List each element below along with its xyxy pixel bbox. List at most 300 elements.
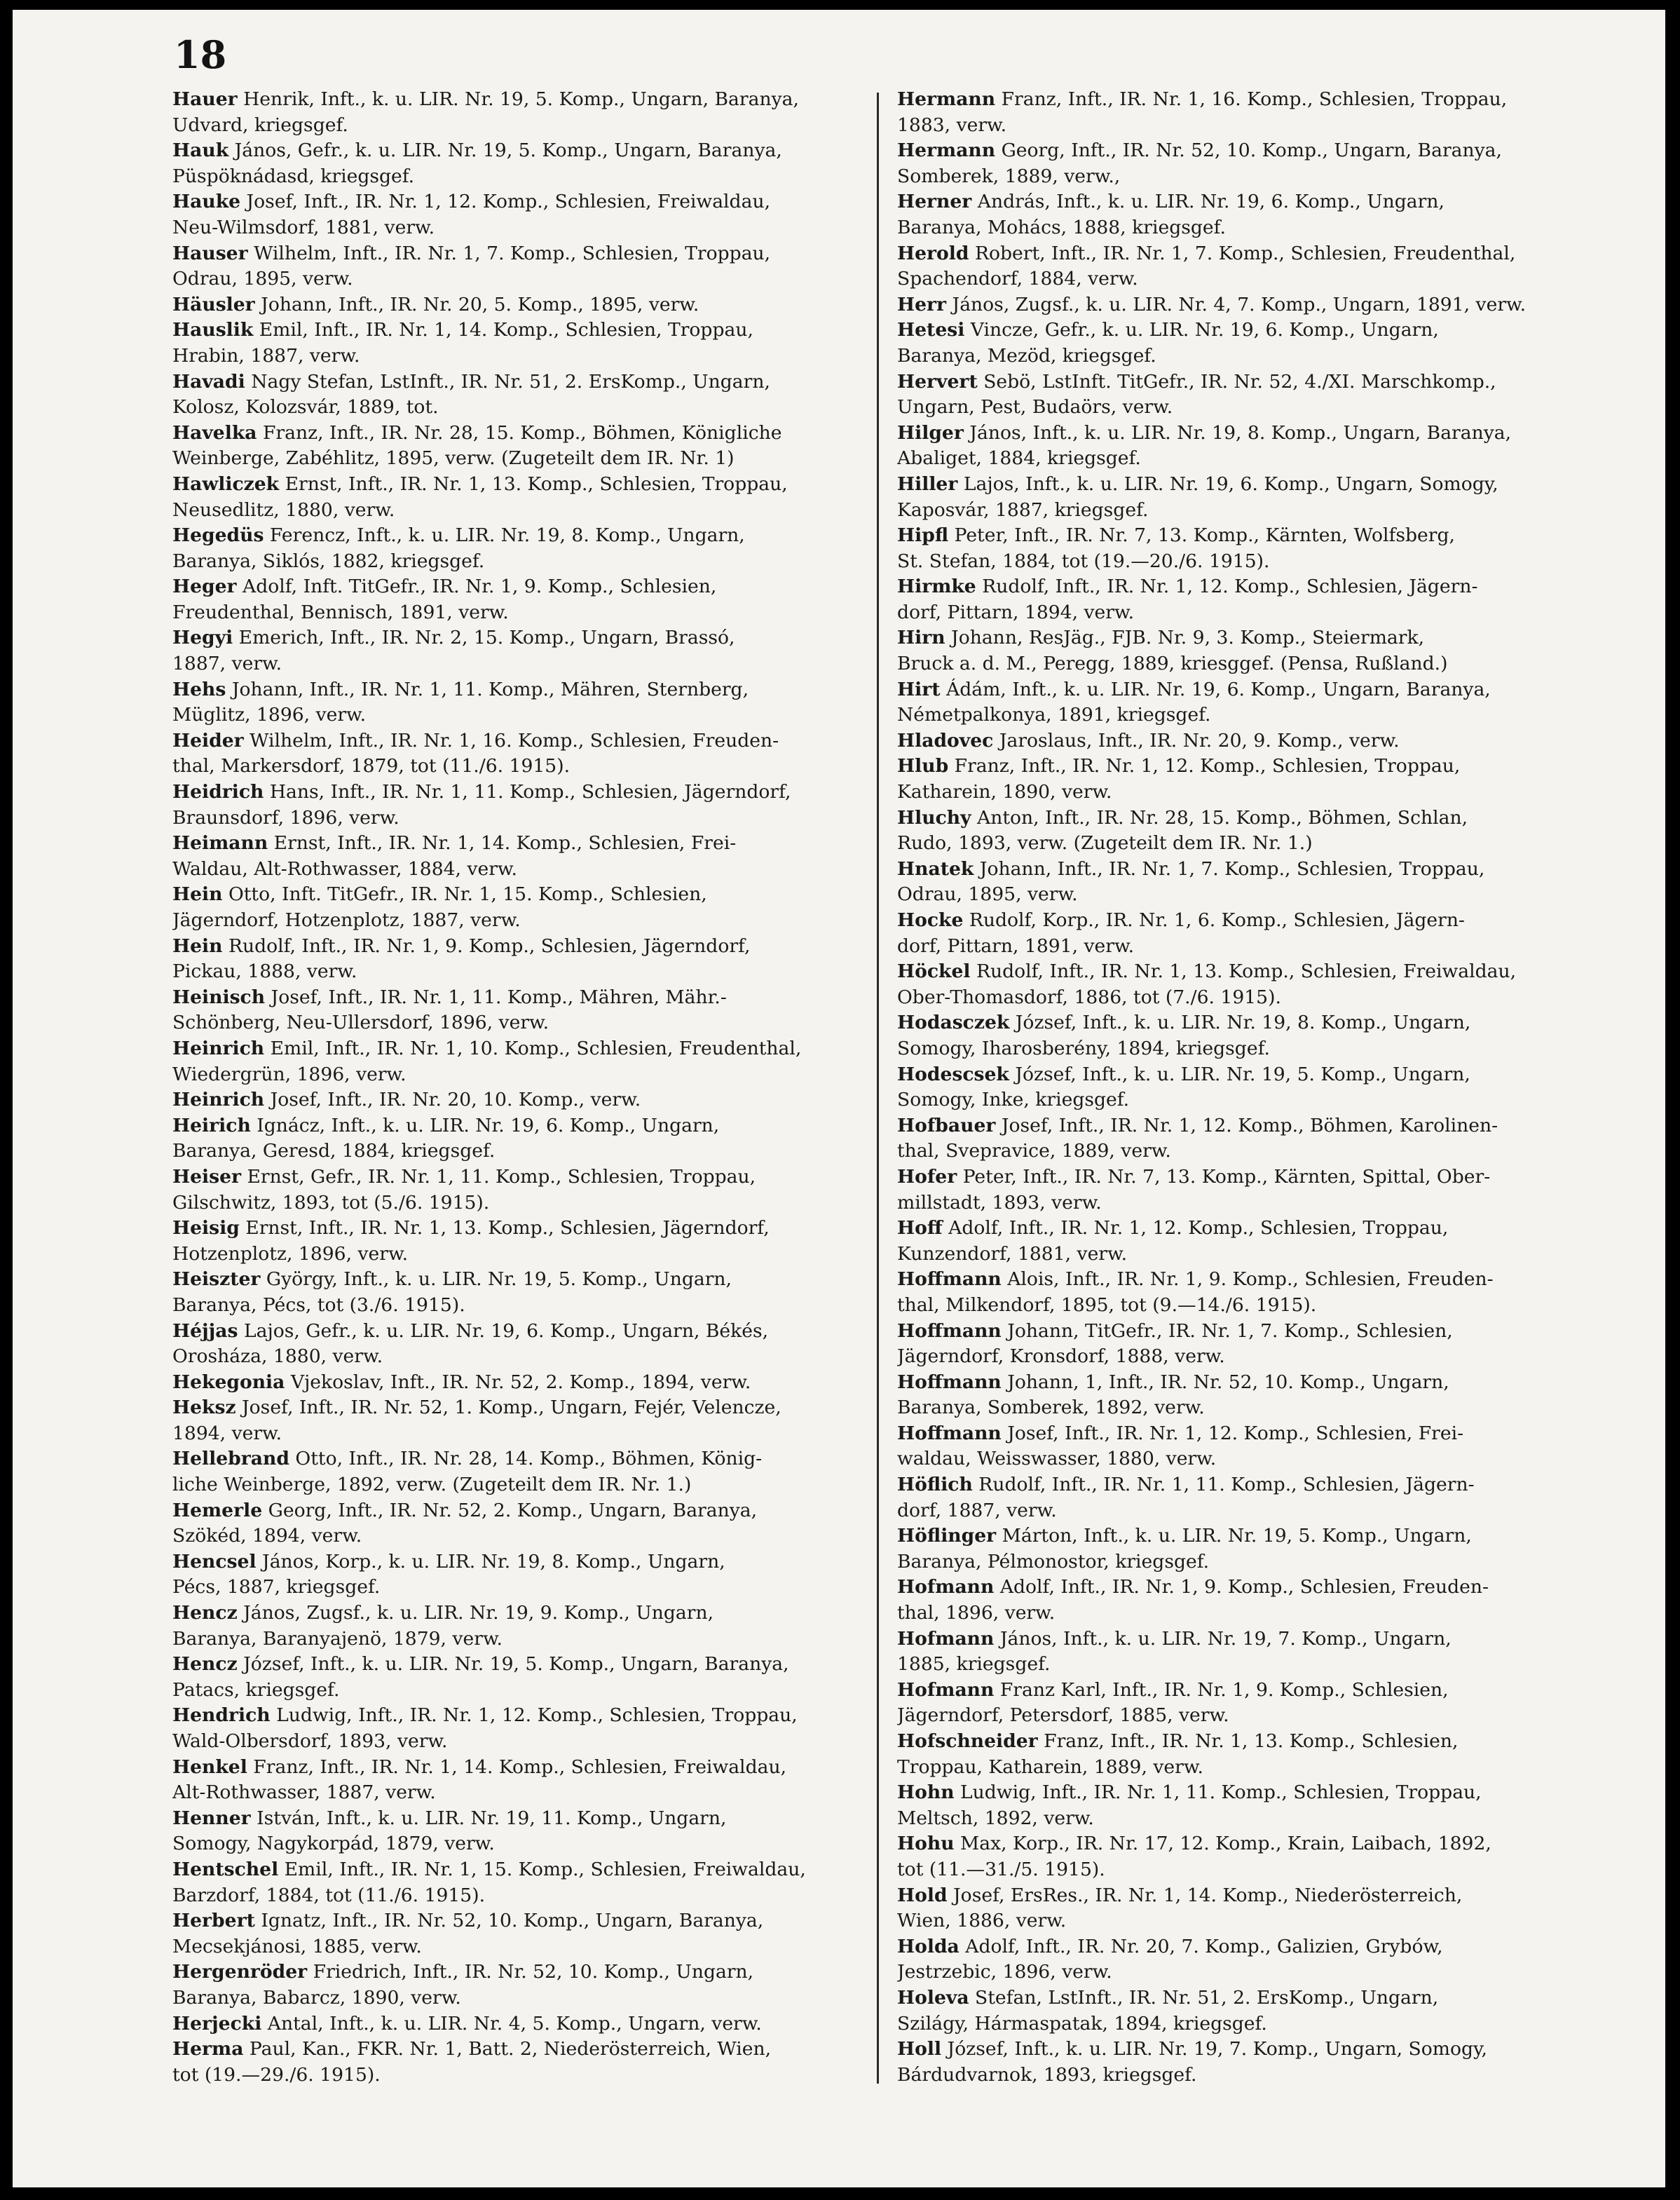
- entry-line: Hein Rudolf, Inft., IR. Nr. 1, 9. Komp., Schlesien, Jägerndorf,: [172, 935, 751, 957]
- entry-line: dorf, Pittarn, 1891, verw.: [897, 935, 1135, 957]
- surname: Heger: [172, 576, 237, 598]
- list-item: [897, 677, 1602, 728]
- entry-line: Jägerndorf, Petersdorf, 1885, verw.: [897, 1704, 1229, 1727]
- entry-line: Katharein, 1890, verw.: [897, 781, 1112, 803]
- list-item: [172, 472, 877, 523]
- list-item: [172, 1395, 877, 1446]
- entry-line: Havelka Franz, Inft., IR. Nr. 28, 15. Komp., Böhmen, Königliche: [172, 421, 782, 444]
- surname: Hehs: [172, 678, 226, 700]
- entry-line: Hold Josef, ErsRes., IR. Nr. 1, 14. Komp., Niederösterreich,: [897, 1884, 1463, 1906]
- surname: Henner: [172, 1807, 251, 1829]
- entry-line: thal, 1896, verw.: [897, 1602, 1056, 1624]
- list-item: [897, 87, 1602, 138]
- entry-line: Müglitz, 1896, verw.: [172, 704, 367, 726]
- surname: Heidrich: [172, 781, 264, 803]
- list-item: [897, 369, 1602, 421]
- entry-line: Odrau, 1895, verw.: [897, 883, 1078, 906]
- list-item: [897, 1267, 1602, 1318]
- surname: Havadi: [172, 370, 245, 393]
- entry-line: Hocke Rudolf, Korp., IR. Nr. 1, 6. Komp., Schlesien, Jägern-: [897, 909, 1465, 931]
- surname: Hoffmann: [897, 1268, 1002, 1291]
- surname: Heinrich: [172, 1089, 265, 1111]
- list-item: [897, 959, 1602, 1010]
- surname: Hofmann: [897, 1576, 995, 1598]
- surname: Holeva: [897, 1986, 969, 2009]
- entry-line: Baranya, Somberek, 1892, verw.: [897, 1397, 1205, 1419]
- surname: Hervert: [897, 370, 978, 393]
- entry-line: Heger Adolf, Inft. TitGefr., IR. Nr. 1, 9. Komp., Schlesien,: [172, 576, 717, 598]
- list-item: [172, 1446, 877, 1498]
- surname: Hencz: [172, 1602, 238, 1624]
- list-item: [897, 728, 1602, 754]
- surname: Hellebrand: [172, 1448, 289, 1470]
- entry-line: thal, Markersdorf, 1879, tot (11./6. 1915).: [172, 755, 571, 778]
- entry-line: Heiser Ernst, Gefr., IR. Nr. 1, 11. Komp., Schlesien, Troppau,: [172, 1165, 756, 1188]
- entry-line: Hemerle Georg, Inft., IR. Nr. 52, 2. Komp., Ungarn, Baranya,: [172, 1499, 758, 1521]
- entry-line: Spachendorf, 1884, verw.: [897, 268, 1138, 290]
- entry-line: Hirt Ádám, Inft., k. u. LIR. Nr. 19, 6. Komp., Ungarn, Baranya,: [897, 678, 1491, 700]
- surname: Hnatek: [897, 857, 974, 880]
- surname: Hemerle: [172, 1499, 263, 1521]
- entry-line: Hnatek Johann, Inft., IR. Nr. 1, 7. Komp., Schlesien, Troppau,: [897, 857, 1485, 880]
- surname: Hencsel: [172, 1550, 257, 1573]
- list-item: [897, 1627, 1602, 1678]
- list-item: [172, 318, 877, 369]
- entry-line: Hofer Peter, Inft., IR. Nr. 7, 13. Komp., Kärnten, Spittal, Ober-: [897, 1165, 1491, 1188]
- entry-line: Herbert Ignatz, Inft., IR. Nr. 52, 10. Komp., Ungarn, Baranya,: [172, 1910, 764, 1932]
- surname: Hein: [172, 883, 223, 906]
- surname: Hirmke: [897, 576, 976, 598]
- entry-line: Heidrich Hans, Inft., IR. Nr. 1, 11. Komp., Schlesien, Jägerndorf,: [172, 781, 791, 803]
- list-item: [897, 1062, 1602, 1113]
- entry-line: Abaliget, 1884, kriegsgef.: [897, 447, 1141, 470]
- right-column: [897, 87, 1602, 2088]
- entry-line: Németpalkonya, 1891, kriegsgef.: [897, 704, 1211, 726]
- surname: Hauk: [172, 140, 229, 162]
- surname: Heider: [172, 729, 244, 752]
- entry-line: Braunsdorf, 1896, verw.: [172, 806, 399, 829]
- entry-line: Hermann Georg, Inft., IR. Nr. 52, 10. Komp., Ungarn, Baranya,: [897, 140, 1502, 162]
- surname: Hendrich: [172, 1704, 271, 1727]
- list-item: [897, 908, 1602, 959]
- entry-line: Püspöknádasd, kriegsgef.: [172, 165, 415, 187]
- surname: Hauslik: [172, 319, 254, 341]
- list-item: [172, 1164, 877, 1216]
- surname: Hetesi: [897, 319, 965, 341]
- entry-line: Herjecki Antal, Inft., k. u. LIR. Nr. 4, 5. Komp., Ungarn, verw.: [172, 2012, 762, 2035]
- list-item: [172, 369, 877, 421]
- entry-line: Häusler Johann, Inft., IR. Nr. 20, 5. Komp., 1895, verw.: [172, 293, 699, 315]
- entry-line: 1887, verw.: [172, 653, 282, 675]
- list-item: [172, 241, 877, 292]
- entry-line: Baranya, Siklós, 1882, kriegsgef.: [172, 550, 485, 572]
- entry-line: Henkel Franz, Inft., IR. Nr. 1, 14. Komp., Schlesien, Freiwaldau,: [172, 1756, 787, 1778]
- entry-line: Ober-Thomasdorf, 1886, tot (7./6. 1915).: [897, 986, 1281, 1008]
- surname: Hofmann: [897, 1678, 995, 1701]
- surname: Havelka: [172, 421, 257, 444]
- list-item: [897, 523, 1602, 574]
- surname: Heinisch: [172, 986, 266, 1008]
- entry-line: Heimann Ernst, Inft., IR. Nr. 1, 14. Komp., Schlesien, Frei-: [172, 832, 737, 855]
- entry-line: Hawliczek Ernst, Inft., IR. Nr. 1, 13. Komp., Schlesien, Troppau,: [172, 473, 788, 495]
- entry-line: millstadt, 1893, verw.: [897, 1191, 1102, 1214]
- entry-line: Hofschneider Franz, Inft., IR. Nr. 1, 13. Komp., Schlesien,: [897, 1730, 1459, 1752]
- surname: Herma: [172, 2038, 244, 2060]
- list-item: [172, 1806, 877, 1857]
- surname: Hermann: [897, 88, 996, 110]
- list-item: [172, 1908, 877, 1960]
- entry-line: Höckel Rudolf, Inft., IR. Nr. 1, 13. Komp., Schlesien, Freiwaldau,: [897, 960, 1517, 983]
- entry-line: Hofmann Franz Karl, Inft., IR. Nr. 1, 9. Komp., Schlesien,: [897, 1678, 1449, 1701]
- entry-line: Jägerndorf, Kronsdorf, 1888, verw.: [897, 1345, 1225, 1368]
- list-item: [897, 1164, 1602, 1216]
- entry-line: Hofmann János, Inft., k. u. LIR. Nr. 19, 7. Komp., Ungarn,: [897, 1627, 1452, 1650]
- list-item: [897, 421, 1602, 472]
- surname: Hofmann: [897, 1627, 995, 1650]
- list-item: [172, 138, 877, 189]
- list-item: [897, 754, 1602, 805]
- entry-line: Meltsch, 1892, verw.: [897, 1807, 1094, 1829]
- list-item: [172, 677, 877, 728]
- entry-line: Bárdudvarnok, 1893, kriegsgef.: [897, 2063, 1197, 2086]
- entry-line: Herma Paul, Kan., FKR. Nr. 1, Batt. 2, Niederösterreich, Wien,: [172, 2038, 772, 2060]
- surname: Hentschel: [172, 1858, 279, 1880]
- entry-line: Baranya, Pélmonostor, kriegsgef.: [897, 1550, 1210, 1573]
- list-item: [172, 1498, 877, 1549]
- entry-line: Hauk János, Gefr., k. u. LIR. Nr. 19, 5. Komp., Ungarn, Baranya,: [172, 140, 782, 162]
- list-item: [897, 241, 1602, 292]
- list-item: [897, 1421, 1602, 1472]
- surname: Heksz: [172, 1397, 236, 1419]
- list-item: [172, 934, 877, 985]
- entry-line: dorf, Pittarn, 1894, verw.: [897, 601, 1135, 623]
- entry-line: Hencsel János, Korp., k. u. LIR. Nr. 19, 8. Komp., Ungarn,: [172, 1550, 725, 1573]
- entry-line: Hirmke Rudolf, Inft., IR. Nr. 1, 12. Komp., Schlesien, Jägern-: [897, 576, 1478, 598]
- surname: Hauer: [172, 88, 238, 110]
- list-item: [897, 1729, 1602, 1780]
- list-item: [172, 780, 877, 831]
- list-item: [172, 1113, 877, 1164]
- entry-line: Baranya, Geresd, 1884, kriegsgef.: [172, 1140, 496, 1162]
- entry-line: Hentschel Emil, Inft., IR. Nr. 1, 15. Komp., Schlesien, Freiwaldau,: [172, 1858, 806, 1880]
- entry-line: Pécs, 1887, kriegsgef.: [172, 1576, 381, 1598]
- surname: Hipfl: [897, 524, 949, 547]
- surname: Höckel: [897, 960, 971, 983]
- entry-line: Hendrich Ludwig, Inft., IR. Nr. 1, 12. Komp., Schlesien, Troppau,: [172, 1704, 798, 1727]
- entry-line: Hotzenplotz, 1896, verw.: [172, 1242, 409, 1265]
- entry-line: Heiszter György, Inft., k. u. LIR. Nr. 19, 5. Komp., Ungarn,: [172, 1268, 732, 1291]
- list-item: [172, 882, 877, 933]
- entry-line: Barzdorf, 1884, tot (11./6. 1915).: [172, 1884, 486, 1906]
- entry-line: tot (11.—31./5. 1915).: [897, 1858, 1105, 1880]
- surname: Hencz: [172, 1653, 238, 1676]
- entry-line: Wien, 1886, verw.: [897, 1910, 1067, 1932]
- entry-line: thal, Svepravice, 1889, verw.: [897, 1140, 1171, 1162]
- entry-line: Kunzendorf, 1881, verw.: [897, 1242, 1128, 1265]
- entry-line: Hehs Johann, Inft., IR. Nr. 1, 11. Komp., Mähren, Sternberg,: [172, 678, 749, 700]
- surname: Hauser: [172, 242, 248, 264]
- surname: Hein: [172, 935, 223, 957]
- surname: Hohn: [897, 1781, 955, 1804]
- entry-line: Hoff Adolf, Inft., IR. Nr. 1, 12. Komp., Schlesien, Troppau,: [897, 1217, 1449, 1240]
- entry-line: Holeva Stefan, LstInft., IR. Nr. 51, 2. ErsKomp., Ungarn,: [897, 1986, 1439, 2009]
- surname: Heisig: [172, 1217, 240, 1240]
- list-item: [897, 1523, 1602, 1575]
- entry-line: Heider Wilhelm, Inft., IR. Nr. 1, 16. Komp., Schlesien, Freuden-: [172, 729, 779, 752]
- entry-line: Jägerndorf, Hotzenplotz, 1887, verw.: [172, 909, 521, 931]
- entry-line: Hilger János, Inft., k. u. LIR. Nr. 19, 8. Komp., Ungarn, Baranya,: [897, 421, 1512, 444]
- list-item: [172, 728, 877, 780]
- entry-line: Henner István, Inft., k. u. LIR. Nr. 19, 11. Komp., Ungarn,: [172, 1807, 727, 1829]
- list-item: [172, 523, 877, 574]
- list-item: [897, 138, 1602, 189]
- surname: Höflich: [897, 1474, 973, 1496]
- list-item: [172, 2037, 877, 2088]
- entry-line: Bruck a. d. M., Peregg, 1889, kriesggef. (Pensa, Rußland.): [897, 653, 1448, 675]
- entry-line: Hlub Franz, Inft., IR. Nr. 1, 12. Komp., Schlesien, Troppau,: [897, 755, 1461, 778]
- surname: Hoffmann: [897, 1371, 1002, 1393]
- list-item: [897, 1831, 1602, 1882]
- entry-line: Hohu Max, Korp., IR. Nr. 17, 12. Komp., Krain, Laibach, 1892,: [897, 1833, 1491, 1855]
- entry-line: liche Weinberge, 1892, verw. (Zugeteilt dem IR. Nr. 1.): [172, 1474, 692, 1496]
- entry-line: Hoffmann Josef, Inft., IR. Nr. 1, 12. Komp., Schlesien, Frei-: [897, 1422, 1464, 1444]
- entry-line: Hladovec Jaroslaus, Inft., IR. Nr. 20, 9. Komp., verw.: [897, 729, 1400, 752]
- list-item: [897, 806, 1602, 857]
- list-item: [172, 87, 877, 138]
- list-item: [172, 625, 877, 677]
- entry-line: Hofbauer Josef, Inft., IR. Nr. 1, 12. Komp., Böhmen, Karolinen-: [897, 1114, 1498, 1136]
- entry-line: Baranya, Baranyajenö, 1879, verw.: [172, 1627, 503, 1650]
- entry-line: Holda Adolf, Inft., IR. Nr. 20, 7. Komp., Galizien, Grybów,: [897, 1935, 1443, 1957]
- list-item: [172, 1755, 877, 1806]
- entry-line: 1894, verw.: [172, 1422, 282, 1444]
- surname: Hergenröder: [172, 1961, 308, 1983]
- surname: Hlub: [897, 755, 949, 778]
- surname: Hohu: [897, 1833, 955, 1855]
- entry-line: Heirich Ignácz, Inft., k. u. LIR. Nr. 19, 6. Komp., Ungarn,: [172, 1114, 720, 1136]
- list-item: [897, 472, 1602, 523]
- document-page: [13, 10, 1665, 2187]
- list-item: [172, 1652, 877, 1703]
- list-item: [172, 1087, 877, 1113]
- list-item: [172, 421, 877, 472]
- list-item: [897, 318, 1602, 369]
- entry-line: Somberek, 1889, verw.,: [897, 165, 1121, 187]
- surname: Herbert: [172, 1910, 255, 1932]
- page-number: 18: [174, 32, 227, 77]
- list-item: [172, 1601, 877, 1652]
- list-item: [897, 189, 1602, 240]
- list-item: [897, 574, 1602, 625]
- entry-line: Hellebrand Otto, Inft., IR. Nr. 28, 14. Komp., Böhmen, König-: [172, 1448, 763, 1470]
- entry-line: Baranya, Pécs, tot (3./6. 1915).: [172, 1293, 465, 1316]
- surname: Hegyi: [172, 627, 233, 649]
- surname: Hirn: [897, 627, 945, 649]
- list-item: [172, 1216, 877, 1267]
- list-item: [897, 292, 1602, 318]
- list-item: [172, 1036, 877, 1087]
- entry-line: Neusedlitz, 1880, verw.: [172, 498, 395, 521]
- entry-line: Hein Otto, Inft. TitGefr., IR. Nr. 1, 15. Komp., Schlesien,: [172, 883, 707, 906]
- list-item: [897, 1216, 1602, 1267]
- surname: Heiszter: [172, 1268, 261, 1291]
- list-item: [172, 1549, 877, 1601]
- list-item: [172, 831, 877, 882]
- entry-line: Hrabin, 1887, verw.: [172, 344, 360, 367]
- entry-line: Heinrich Josef, Inft., IR. Nr. 20, 10. Komp., verw.: [172, 1089, 641, 1111]
- list-item: [897, 1370, 1602, 1421]
- list-item: [172, 1267, 877, 1318]
- entry-line: Hekegonia Vjekoslav, Inft., IR. Nr. 52, 2. Komp., 1894, verw.: [172, 1371, 751, 1393]
- entry-line: Herner András, Inft., k. u. LIR. Nr. 19, 6. Komp., Ungarn,: [897, 191, 1445, 213]
- surname: Hegedüs: [172, 524, 264, 547]
- surname: Hofschneider: [897, 1730, 1038, 1752]
- list-item: [172, 574, 877, 625]
- list-item: [897, 1678, 1602, 1729]
- entry-line: Wald-Olbersdorf, 1893, verw.: [172, 1730, 448, 1752]
- entry-line: Hauslik Emil, Inft., IR. Nr. 1, 14. Komp., Schlesien, Troppau,: [172, 319, 753, 341]
- list-item: [172, 1703, 877, 1754]
- entry-line: Hodasczek József, Inft., k. u. LIR. Nr. 19, 8. Komp., Ungarn,: [897, 1012, 1471, 1034]
- entry-line: Szökéd, 1894, verw.: [172, 1525, 362, 1547]
- entry-line: tot (19.—29./6. 1915).: [172, 2063, 381, 2086]
- entry-line: Hencz János, Zugsf., k. u. LIR. Nr. 19, 9. Komp., Ungarn,: [172, 1602, 714, 1624]
- entry-line: Orosháza, 1880, verw.: [172, 1345, 383, 1368]
- entry-line: Kolosz, Kolozsvár, 1889, tot.: [172, 396, 439, 419]
- surname: Hold: [897, 1884, 948, 1906]
- column-divider: [877, 93, 879, 2084]
- list-item: [897, 1985, 1602, 2037]
- entry-line: Ungarn, Pest, Budaörs, verw.: [897, 396, 1173, 419]
- entry-line: Hipfl Peter, Inft., IR. Nr. 7, 13. Komp., Kärnten, Wolfsberg,: [897, 524, 1455, 547]
- entry-line: Heisig Ernst, Inft., IR. Nr. 1, 13. Komp., Schlesien, Jägerndorf,: [172, 1217, 770, 1240]
- entry-line: Herr János, Zugsf., k. u. LIR. Nr. 4, 7. Komp., Ungarn, 1891, verw.: [897, 293, 1527, 315]
- entry-line: Hohn Ludwig, Inft., IR. Nr. 1, 11. Komp., Schlesien, Troppau,: [897, 1781, 1482, 1804]
- surname: Hilger: [897, 421, 964, 444]
- list-item: [897, 857, 1602, 908]
- surname: Höflinger: [897, 1525, 997, 1547]
- entry-line: Odrau, 1895, verw.: [172, 268, 353, 290]
- surname: Hauke: [172, 191, 241, 213]
- entry-line: Hermann Franz, Inft., IR. Nr. 1, 16. Komp., Schlesien, Troppau,: [897, 88, 1508, 110]
- entry-line: Alt-Rothwasser, 1887, verw.: [172, 1781, 436, 1804]
- left-column: [172, 87, 877, 2088]
- entry-line: 1885, kriegsgef.: [897, 1653, 1051, 1676]
- entry-line: Baranya, Mezöd, kriegsgef.: [897, 344, 1156, 367]
- entry-line: waldau, Weisswasser, 1880, verw.: [897, 1448, 1217, 1470]
- surname: Hladovec: [897, 729, 994, 752]
- entry-line: dorf, 1887, verw.: [897, 1499, 1057, 1521]
- list-item: [897, 1883, 1602, 1934]
- surname: Hoffmann: [897, 1319, 1002, 1342]
- list-item: [897, 1010, 1602, 1061]
- entry-line: Udvard, kriegsgef.: [172, 114, 348, 136]
- entry-line: Höflich Rudolf, Inft., IR. Nr. 1, 11. Komp., Schlesien, Jägern-: [897, 1474, 1475, 1496]
- entry-line: Freudenthal, Bennisch, 1891, verw.: [172, 601, 509, 623]
- list-item: [897, 1780, 1602, 1831]
- surname: Hofer: [897, 1165, 957, 1188]
- surname: Hermann: [897, 140, 996, 162]
- list-item: [172, 1370, 877, 1396]
- entry-line: Mecsekjánosi, 1885, verw.: [172, 1935, 422, 1957]
- entry-line: Szilágy, Hármaspatak, 1894, kriegsgef.: [897, 2012, 1267, 2035]
- entry-line: Hergenröder Friedrich, Inft., IR. Nr. 52, 10. Komp., Ungarn,: [172, 1961, 754, 1983]
- entry-line: Hauke Josef, Inft., IR. Nr. 1, 12. Komp., Schlesien, Freiwaldau,: [172, 191, 771, 213]
- entry-line: Hetesi Vincze, Gefr., k. u. LIR. Nr. 19, 6. Komp., Ungarn,: [897, 319, 1439, 341]
- entry-line: Herold Robert, Inft., IR. Nr. 1, 7. Komp., Schlesien, Freudenthal,: [897, 242, 1516, 264]
- entry-line: Heksz Josef, Inft., IR. Nr. 52, 1. Komp., Ungarn, Fejér, Velencze,: [172, 1397, 781, 1419]
- entry-line: Schönberg, Neu-Ullersdorf, 1896, verw.: [172, 1012, 549, 1034]
- entry-line: thal, Milkendorf, 1895, tot (9.—14./6. 1915).: [897, 1293, 1317, 1316]
- entry-line: Héjjas Lajos, Gefr., k. u. LIR. Nr. 19, 6. Komp., Ungarn, Békés,: [172, 1319, 769, 1342]
- list-item: [172, 1857, 877, 1908]
- surname: Herner: [897, 191, 972, 213]
- surname: Heiser: [172, 1165, 242, 1188]
- list-item: [897, 1575, 1602, 1626]
- entry-line: Waldau, Alt-Rothwasser, 1884, verw.: [172, 857, 517, 880]
- entry-line: Kaposvár, 1887, kriegsgef.: [897, 498, 1149, 521]
- surname: Hofbauer: [897, 1114, 996, 1136]
- list-item: [897, 625, 1602, 677]
- entry-line: Somogy, Nagykorpád, 1879, verw.: [172, 1833, 495, 1855]
- entry-line: Somogy, Inke, kriegsgef.: [897, 1089, 1130, 1111]
- surname: Herjecki: [172, 2012, 262, 2035]
- entry-line: Patacs, kriegsgef.: [172, 1678, 340, 1701]
- entry-line: Gilschwitz, 1893, tot (5./6. 1915).: [172, 1191, 490, 1214]
- entry-line: Holl József, Inft., k. u. LIR. Nr. 19, 7. Komp., Ungarn, Somogy,: [897, 2038, 1487, 2060]
- entry-line: 1883, verw.: [897, 114, 1007, 136]
- entry-line: Höflinger Márton, Inft., k. u. LIR. Nr. 19, 5. Komp., Ungarn,: [897, 1525, 1472, 1547]
- surname: Hekegonia: [172, 1371, 285, 1393]
- entry-line: Hauser Wilhelm, Inft., IR. Nr. 1, 7. Komp., Schlesien, Troppau,: [172, 242, 771, 264]
- surname: Häusler: [172, 293, 255, 315]
- entry-line: Hoffmann Johann, 1, Inft., IR. Nr. 52, 10. Komp., Ungarn,: [897, 1371, 1449, 1393]
- entry-line: Hoffmann Alois, Inft., IR. Nr. 1, 9. Komp., Schlesien, Freuden-: [897, 1268, 1494, 1291]
- entry-line: Pickau, 1888, verw.: [172, 960, 357, 983]
- surname: Hoff: [897, 1217, 943, 1240]
- list-item: [897, 1934, 1602, 1985]
- entry-line: Hirn Johann, ResJäg., FJB. Nr. 9, 3. Komp., Steiermark,: [897, 627, 1425, 649]
- surname: Héjjas: [172, 1319, 238, 1342]
- surname: Herold: [897, 242, 969, 264]
- entry-line: Hoffmann Johann, TitGefr., IR. Nr. 1, 7. Komp., Schlesien,: [897, 1319, 1453, 1342]
- list-item: [897, 1319, 1602, 1370]
- surname: Heirich: [172, 1114, 251, 1136]
- entry-line: Hodescsek József, Inft., k. u. LIR. Nr. 19, 5. Komp., Ungarn,: [897, 1063, 1470, 1085]
- surname: Heinrich: [172, 1037, 265, 1059]
- surname: Heimann: [172, 832, 268, 855]
- entry-line: Neu-Wilmsdorf, 1881, verw.: [172, 216, 435, 238]
- entry-line: Hervert Sebö, LstInft. TitGefr., IR. Nr. 52, 4./XI. Marschkomp.,: [897, 370, 1496, 393]
- surname: Hawliczek: [172, 473, 280, 495]
- entry-line: Hauer Henrik, Inft., k. u. LIR. Nr. 19, 5. Komp., Ungarn, Baranya,: [172, 88, 799, 110]
- surname: Hodasczek: [897, 1012, 1010, 1034]
- entry-line: Baranya, Babarcz, 1890, verw.: [172, 1986, 461, 2009]
- surname: Holl: [897, 2038, 942, 2060]
- list-item: [172, 2011, 877, 2037]
- list-item: [897, 1472, 1602, 1523]
- surname: Hirt: [897, 678, 941, 700]
- entry-line: Hegyi Emerich, Inft., IR. Nr. 2, 15. Komp., Ungarn, Brassó,: [172, 627, 735, 649]
- entry-line: Wiedergrün, 1896, verw.: [172, 1063, 407, 1085]
- entry-line: Hofmann Adolf, Inft., IR. Nr. 1, 9. Komp., Schlesien, Freuden-: [897, 1576, 1489, 1598]
- entry-line: Baranya, Mohács, 1888, kriegsgef.: [897, 216, 1226, 238]
- surname: Hocke: [897, 909, 964, 931]
- surname: Hoffmann: [897, 1422, 1002, 1444]
- entry-line: St. Stefan, 1884, tot (19.—20./6. 1915).: [897, 550, 1270, 572]
- entry-line: Heinisch Josef, Inft., IR. Nr. 1, 11. Komp., Mähren, Mähr.-: [172, 986, 727, 1008]
- list-item: [897, 2037, 1602, 2088]
